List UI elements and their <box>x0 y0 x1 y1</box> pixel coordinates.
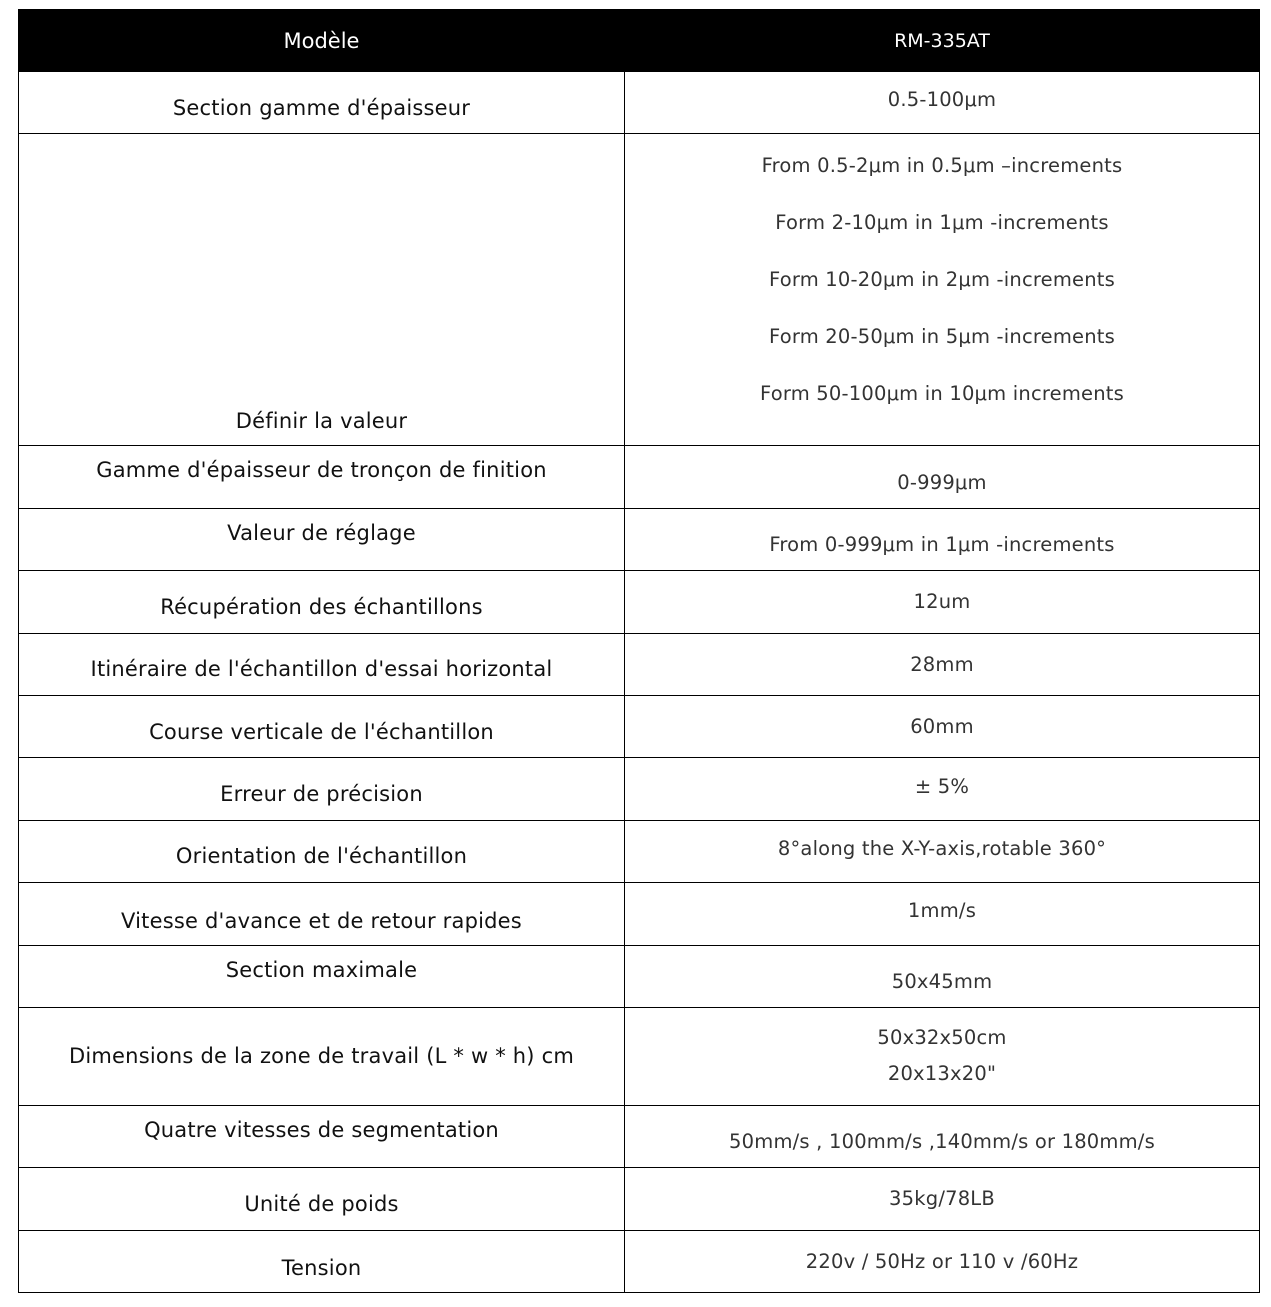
row-value <box>625 1007 1260 1105</box>
row-value <box>625 134 1260 446</box>
row-label: Tension <box>19 1230 625 1292</box>
row-label: Définir la valeur <box>19 134 625 446</box>
row-label: Section maximale <box>19 945 625 1007</box>
row-label: Itinéraire de l'échantillon d'essai horizontal <box>19 633 625 695</box>
increment-line: Form 50-100μm in 10μm increments <box>759 382 1125 406</box>
row-label: Orientation de l'échantillon <box>19 820 625 882</box>
row-label: Course verticale de l'échantillon <box>19 695 625 757</box>
row-label: Vitesse d'avance et de retour rapides <box>19 883 625 945</box>
table-row <box>19 758 1260 820</box>
table-row <box>19 695 1260 757</box>
row-label: Récupération des échantillons <box>19 571 625 633</box>
increment-line: Form 2-10μm in 1μm -increments <box>775 211 1109 235</box>
row-value: 8°along the X-Y-axis,rotable 360° <box>625 820 1260 882</box>
table-row <box>19 1007 1260 1105</box>
row-value: 35kg/78LB <box>625 1168 1260 1230</box>
row-value: 0-999μm <box>625 446 1260 508</box>
table-row <box>19 1230 1260 1292</box>
row-value: 1mm/s <box>625 883 1260 945</box>
model-label-cell: Modèle <box>19 10 625 72</box>
table-row <box>19 945 1260 1007</box>
table-row <box>19 508 1260 570</box>
table-row <box>19 571 1260 633</box>
row-value: 50x45mm <box>625 945 1260 1007</box>
row-label: Section gamme d'épaisseur <box>19 72 625 134</box>
table-row <box>19 820 1260 882</box>
row-value: 220v / 50Hz or 110 v /60Hz <box>625 1230 1260 1292</box>
table-row <box>19 72 1260 134</box>
table-row <box>19 446 1260 508</box>
row-value: ± 5% <box>625 758 1260 820</box>
increment-line: Form 20-50μm in 5μm -increments <box>768 325 1116 349</box>
table-row <box>19 134 1260 446</box>
row-value: 50mm/s , 100mm/s ,140mm/s or 180mm/s <box>625 1105 1260 1167</box>
row-label: Unité de poids <box>19 1168 625 1230</box>
row-value: 0.5-100μm <box>625 72 1260 134</box>
row-label: Erreur de précision <box>19 758 625 820</box>
row-value: 60mm <box>625 695 1260 757</box>
increment-line: From 0.5-2μm in 0.5μm –increments <box>761 154 1123 178</box>
row-label: Dimensions de la zone de travail (L * w * h) cm <box>19 1007 625 1105</box>
row-label: Gamme d'épaisseur de tronçon de finition <box>19 446 625 508</box>
table-row <box>19 1105 1260 1167</box>
spec-table <box>18 9 1260 1293</box>
table-row <box>19 883 1260 945</box>
increment-line: Form 10-20μm in 2μm -increments <box>768 268 1116 292</box>
row-value: 12um <box>625 571 1260 633</box>
table-row <box>19 633 1260 695</box>
model-value-cell: RM-335AT <box>625 10 1260 72</box>
row-label: Quatre vitesses de segmentation <box>19 1105 625 1167</box>
table-header-row <box>19 10 1260 72</box>
table-row <box>19 1168 1260 1230</box>
dimension-imperial: 20x13x20" <box>887 1062 997 1086</box>
dimension-metric: 50x32x50cm <box>877 1026 1007 1050</box>
row-label: Valeur de réglage <box>19 508 625 570</box>
row-value: From 0-999μm in 1μm -increments <box>625 508 1260 570</box>
row-value: 28mm <box>625 633 1260 695</box>
